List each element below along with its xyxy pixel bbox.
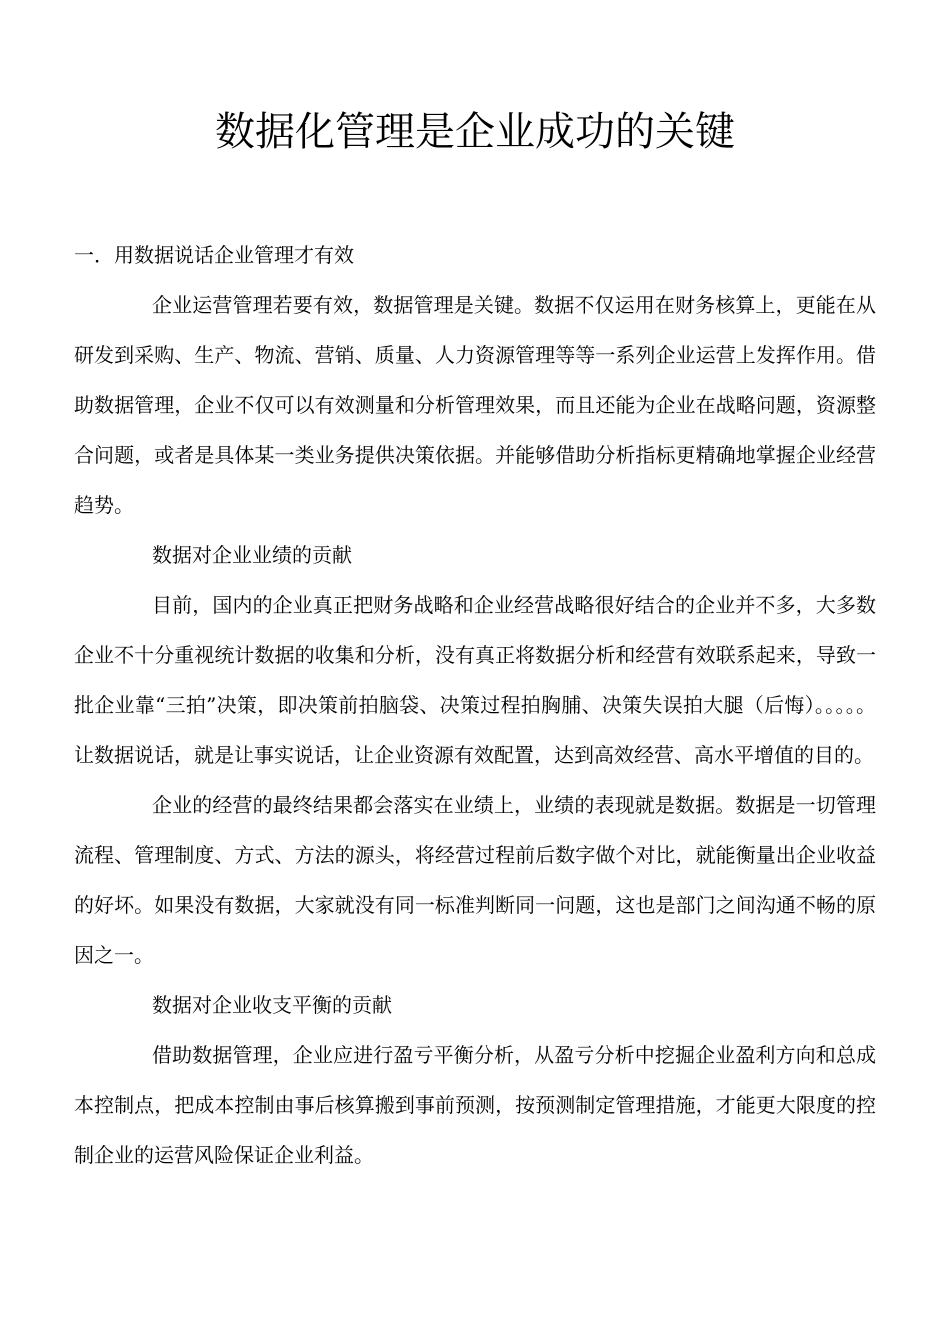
document-title: 数据化管理是企业成功的关键 <box>215 109 735 155</box>
subheading-performance: 数据对企业业绩的贡献 <box>152 543 352 567</box>
section-heading: 一．用数据说话企业管理才有效 <box>74 243 354 267</box>
document-body <box>74 230 876 1180</box>
paragraph: 目前，国内的企业真正把财务战略和企业经营战略很好结合的企业并不多，大多数企业不十分重视统计数据的收集和分析，没有真正将数据分析和经营有效联系起来，导致一批企业靠“三拍”决策，即决策前拍脑袋、决策过程拍胸脯、决策失误拍大腿（后悔）。。。。。让数据说话，就是让事实说话，让企业资源有效配置，达到高效经营、高水平增值的目的。 <box>74 593 876 767</box>
subheading-balance: 数据对企业收支平衡的贡献 <box>152 993 392 1017</box>
paragraph: 借助数据管理，企业应进行盈亏平衡分析，从盈亏分析中挖掘企业盈利方向和总成本控制点，把成本控制由事后核算搬到事前预测，按预测制定管理措施，才能更大限度的控制企业的运营风险保证企业利益。 <box>74 1043 876 1167</box>
paragraph: 企业的经营的最终结果都会落实在业绩上，业绩的表现就是数据。数据是一切管理流程、管理制度、方式、方法的源头，将经营过程前后数字做个对比，就能衡量出企业收益的好坏。如果没有数据，大家就没有同一标准判断同一问题，这也是部门之间沟通不畅的原因之一。 <box>74 793 876 967</box>
paragraph: 企业运营管理若要有效，数据管理是关键。数据不仅运用在财务核算上，更能在从研发到采购、生产、物流、营销、质量、人力资源管理等等一系列企业运营上发挥作用。借助数据管理，企业不仅可以有效测量和分析管理效果，而且还能为企业在战略问题，资源整合问题，或者是具体某一类业务提供决策依据。并能够借助分析指标更精确地掌握企业经营趋势。 <box>74 293 876 517</box>
